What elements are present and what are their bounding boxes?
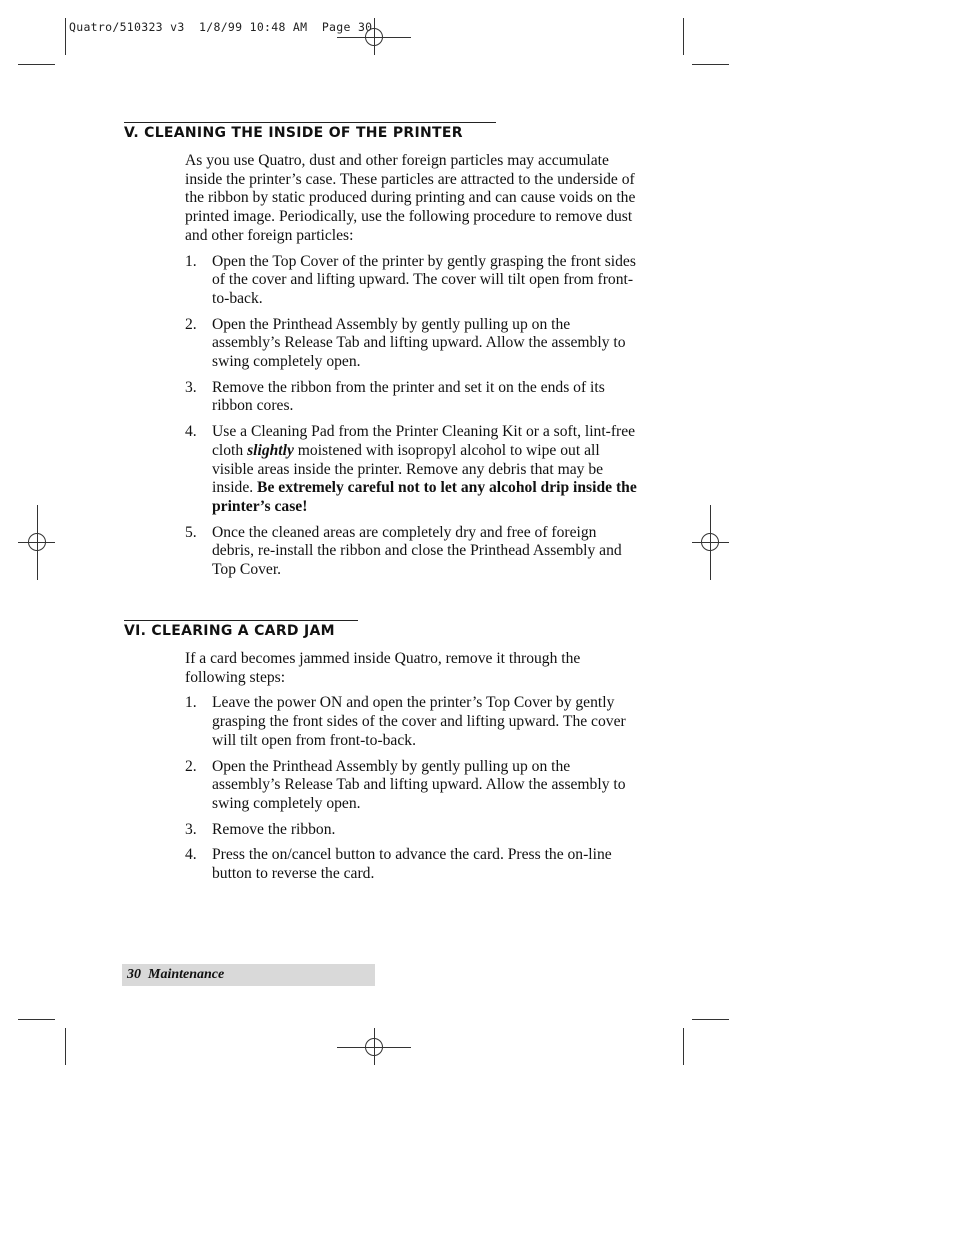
chapter-label: Maintenance [148, 967, 225, 982]
emphasis-slightly: slightly [247, 441, 294, 459]
list-item: 4. Use a Cleaning Pad from the Printer Cleaning Kit or a soft, lint-free cloth slightly moistened with isopropyl alcohol to wipe out all visible areas inside the printer. Remove any debris that may be inside. Be extremely careful not to let any alcohol drip inside the printer’s case! [185, 423, 637, 515]
page-footer [122, 964, 375, 986]
section-v-intro: As you use Quatro, dust and other foreign particles may accumulate inside the printer’s case. These particles are attracted to the underside of the ribbon by static produced during printing and can cause voids on the printed image. Periodically, use the following procedure to remove dust and other foreign particles: [185, 152, 636, 244]
list-item: 3. Remove the ribbon from the printer and set it on the ends of its ribbon cores. [185, 378, 605, 415]
list-item: 1. Leave the power ON and open the printer’s Top Cover by gently grasping the front sides of the cover and lifting upward. The cover will tilt open from front-to-back. [185, 694, 626, 749]
list-item: 4. Press the on/cancel button to advance the card. Press the on-line button to reverse the card. [185, 846, 612, 883]
section-vi-heading: VI. CLEARING A CARD JAM [124, 620, 358, 640]
section-vi-intro: If a card becomes jammed inside Quatro, remove it through the following steps: [185, 650, 581, 686]
section-v-body [185, 152, 640, 587]
list-item: 2. Open the Printhead Assembly by gently pulling up on the assembly’s Release Tab and lifting upward. Allow the assembly to swing completely open. [185, 757, 626, 812]
section-v-heading: V. CLEANING THE INSIDE OF THE PRINTER [124, 122, 496, 142]
warning-text: Be extremely careful not to let any alcohol drip inside the printer’s case! [212, 479, 637, 515]
list-item: 2. Open the Printhead Assembly by gently pulling up on the assembly’s Release Tab and lifting upward. Allow the assembly to swing completely open. [185, 315, 626, 371]
list-item: 1. Open the Top Cover of the printer by gently grasping the front sides of the cover and lifting upward. The cover will tilt open from front-to-back. [185, 252, 636, 307]
list-item: 5. Once the cleaned areas are completely dry and free of foreign debris, re-install the ribbon and close the Printhead Assembly and Top Cover. [185, 523, 622, 579]
page-number: 30 [127, 967, 141, 982]
list-item: 3. Remove the ribbon. [185, 820, 336, 838]
section-vi-body [185, 650, 640, 891]
print-slug: Quatro/510323 v3 1/8/99 10:48 AM Page 30 [69, 20, 373, 34]
section-vi-steps [185, 694, 640, 883]
section-v-steps [185, 253, 640, 580]
